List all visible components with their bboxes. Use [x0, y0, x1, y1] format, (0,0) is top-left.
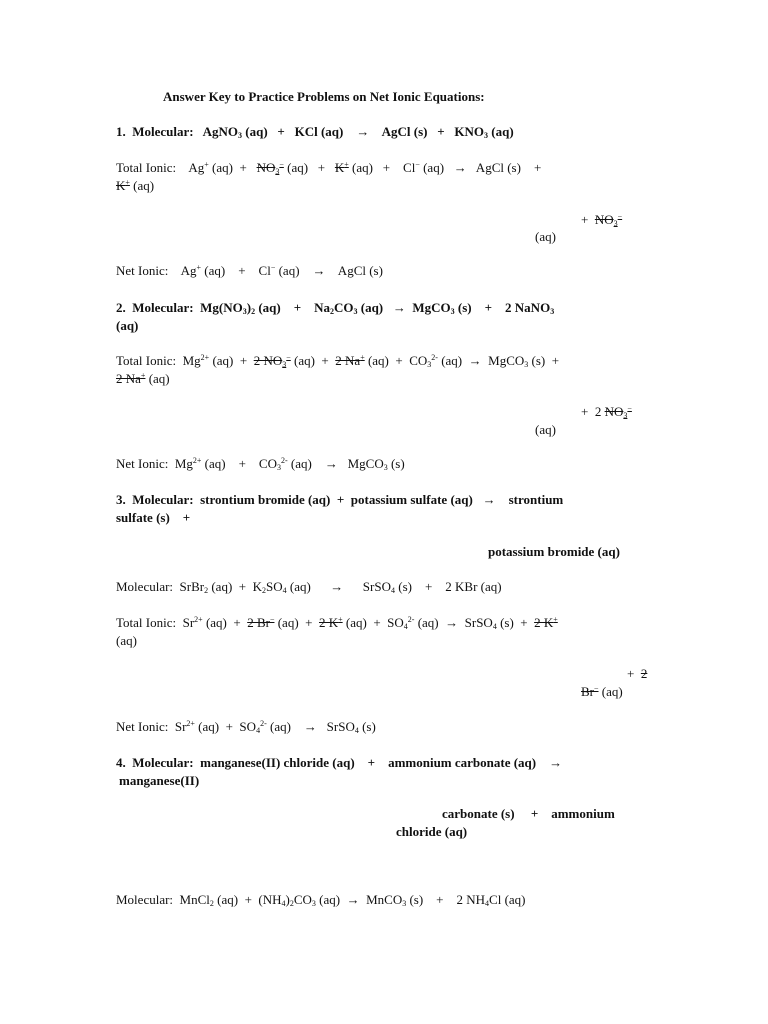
p3-net-ionic: Net Ionic: $Sr^{2+}$ $(aq) + SO_4^{2-}$ (aq) → SrSO$_4$ (s) — [116, 719, 376, 735]
p2-total-ionic-cont: 2 Na+ (aq) — [116, 371, 170, 386]
p3-molecular-cont: sulfate (s) + — [116, 510, 191, 525]
p1-total-ionic: Total Ionic: Ag+ $(aq) + NO_3^-$ (aq) + K+ (aq) + Cl− (aq) → AgCl (s) + — [116, 160, 542, 176]
p3-total-ionic-cont3: Br− (aq) — [581, 684, 623, 699]
p2-molecular-cont: (aq) — [116, 318, 139, 333]
p4-molecular-cont: manganese(II) — [119, 773, 200, 788]
p3-molecular-cont2: potassium bromide (aq) — [488, 544, 620, 559]
p2-total-ionic: Total Ionic: $Mg^{2+}$ (aq) + 2 $NO_3^-$ (aq) + 2 Na+ $(aq) + CO_3^{2-}$ (aq) → MgCO$_3$ (s) + — [116, 353, 560, 369]
p3-molecular: 3. Molecular: strontium bromide (aq) + potassium sulfate (aq) → strontium — [116, 492, 564, 507]
p2-total-ionic-cont2: + 2 $NO_3^-$ — [581, 404, 632, 420]
p3-molecular-formula: Molecular: SrBr$_2$ $(aq) + K_2SO_4$ (aq) → SrSO$_4$ (s) + 2 KBr (aq) — [116, 579, 502, 595]
p1-total-ionic-cont: K+ (aq) — [116, 178, 155, 193]
p2-molecular: 2. Molecular: $Mg(NO_3)_2$ (aq) + $Na_2CO_3$ (aq) → MgCO$_3$ (s) + 2 NaNO$_3$ — [116, 300, 555, 316]
p4-molecular-cont2: carbonate (s) + ammonium — [442, 806, 615, 821]
p3-total-ionic-cont2: + 2 — [627, 666, 648, 681]
p4-molecular-cont3: chloride (aq) — [396, 824, 468, 839]
page-title: Answer Key to Practice Problems on Net Ionic Equations: — [163, 89, 485, 104]
p4-molecular: 4. Molecular: manganese(II) chloride (aq) + ammonium carbonate (aq) → — [116, 755, 563, 770]
p1-total-ionic-cont3: (aq) — [535, 229, 556, 244]
p2-net-ionic: Net Ionic: $Mg^{2+}$ (aq) + $CO_3^{2-}$ (aq) → MgCO$_3$ (s) — [116, 456, 405, 472]
p1-total-ionic-cont2: + $NO_3^-$ — [581, 212, 623, 228]
p4-molecular-formula: Molecular: MnCl$_2$ $(aq) + (NH_4)_2CO_3$ (aq) → MnCO$_3$ (s) + 2 $NH_4Cl$ (aq) — [116, 892, 526, 908]
p2-total-ionic-cont3: (aq) — [535, 422, 556, 437]
p3-total-ionic: Total Ionic: $Sr^{2+}$ (aq) + 2 Br− (aq) + 2 K+ $(aq) + SO_4^{2-}$ (aq) → SrSO$_4$ (s) + 2 K+ — [116, 615, 558, 631]
p1-net-ionic: Net Ionic: Ag+ (aq) + Cl− (aq) → AgCl (s) — [116, 263, 383, 278]
p3-total-ionic-cont: (aq) — [116, 633, 137, 648]
p1-molecular: 1. Molecular: AgNO$_3$ (aq) + KCl (aq) → AgCl $(s) + KNO_3$ (aq) — [116, 124, 514, 140]
